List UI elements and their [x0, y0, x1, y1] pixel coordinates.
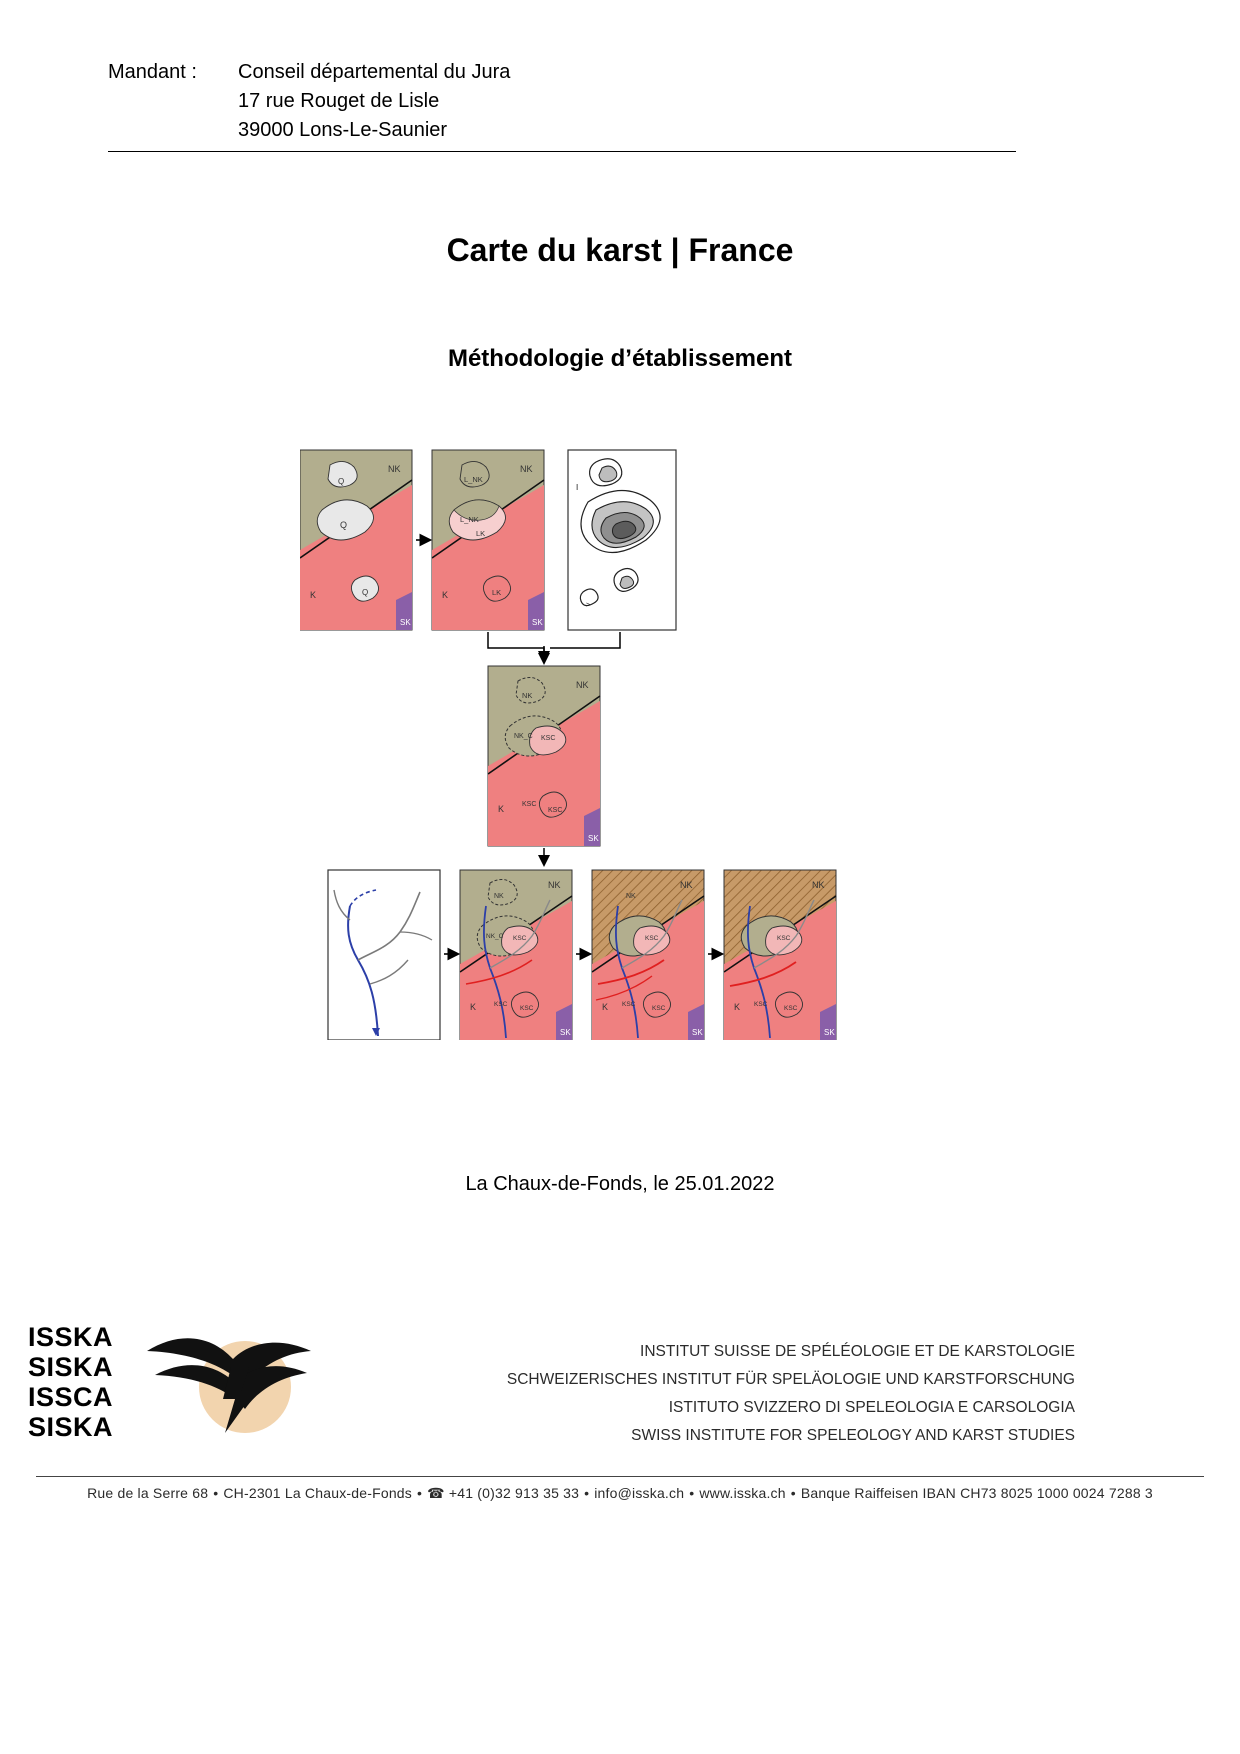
- svg-text:K: K: [498, 804, 505, 814]
- svg-text:NK: NK: [680, 880, 693, 890]
- logo-line: ISSCA: [28, 1382, 114, 1412]
- svg-text:KSC: KSC: [754, 1001, 768, 1008]
- svg-text:K: K: [734, 1002, 741, 1012]
- svg-text:NK: NK: [388, 464, 401, 474]
- mandant-header: [108, 58, 1132, 152]
- footer-address: Rue de la Serre 68: [87, 1485, 209, 1501]
- svg-text:NK: NK: [548, 880, 561, 890]
- figure-panel-4: [488, 666, 600, 846]
- institute-name-en: SWISS INSTITUTE FOR SPELEOLOGY AND KARST STUDIES: [631, 1427, 1075, 1444]
- figure-panel-7: [592, 870, 704, 1040]
- svg-text:KSC: KSC: [541, 735, 556, 742]
- page-subtitle: Méthodologie d’établissement: [447, 345, 793, 372]
- svg-text:NK: NK: [522, 691, 533, 700]
- svg-text:NK_C: NK_C: [486, 933, 504, 940]
- svg-text:Q: Q: [338, 477, 345, 486]
- footer-contact-line: [0, 1485, 1240, 1502]
- figure-panel-3: [568, 450, 676, 630]
- page-title: Carte du karst | France: [446, 232, 794, 268]
- svg-text:SK: SK: [824, 1028, 835, 1037]
- svg-text:NK: NK: [494, 893, 504, 900]
- svg-text:NK: NK: [520, 464, 533, 474]
- svg-text:NK: NK: [576, 680, 589, 690]
- svg-text:NK_C: NK_C: [514, 733, 533, 740]
- figure-arrow: [488, 632, 544, 660]
- svg-text:KSC: KSC: [522, 801, 537, 808]
- svg-text:K: K: [470, 1002, 477, 1012]
- footer-city: CH-2301 La Chaux-de-Fonds: [223, 1485, 412, 1501]
- mandant-label: Mandant :: [108, 61, 197, 83]
- figure-panel-8: [724, 870, 836, 1040]
- mandant-address-line: 17 rue Rouget de Lisle: [238, 90, 440, 112]
- place-and-date: La Chaux-de-Fonds, le 25.01.2022: [465, 1173, 775, 1195]
- svg-text:SK: SK: [692, 1028, 703, 1037]
- mandant-row: [108, 58, 1132, 145]
- svg-text:KSC: KSC: [513, 935, 527, 942]
- svg-text:L_NK: L_NK: [460, 515, 479, 524]
- svg-text:KSC: KSC: [645, 935, 659, 942]
- institute-names: [507, 1338, 1075, 1450]
- svg-text:Q: Q: [340, 520, 348, 530]
- svg-text:KSC: KSC: [652, 1005, 666, 1012]
- svg-text:K: K: [310, 590, 317, 600]
- mandant-address-line: 39000 Lons-Le-Saunier: [238, 119, 448, 141]
- logo-line: ISSKA: [28, 1322, 114, 1352]
- svg-text:KSC: KSC: [784, 1005, 798, 1012]
- footer-bullet: •: [417, 1485, 423, 1501]
- figure-panel-1: [300, 450, 412, 630]
- svg-text:L_NK: L_NK: [464, 475, 483, 484]
- footer-bullet: •: [790, 1485, 796, 1501]
- svg-text:LK: LK: [476, 529, 486, 538]
- footer-email[interactable]: info@isska.ch: [594, 1485, 685, 1501]
- svg-text:KSC: KSC: [777, 935, 791, 942]
- svg-text:KSC: KSC: [494, 1001, 508, 1008]
- svg-text:NK: NK: [812, 880, 825, 890]
- footer-bullet: •: [584, 1485, 590, 1501]
- figure-panel-6: [460, 870, 572, 1040]
- figure-arrow: [550, 632, 620, 648]
- footer-phone: ☎ +41 (0)32 913 35 33: [427, 1485, 580, 1501]
- svg-text:KSC: KSC: [520, 1005, 534, 1012]
- isska-logo-wordmark: [28, 1322, 113, 1442]
- logo-line: SISKA: [28, 1352, 114, 1382]
- svg-text:K: K: [442, 590, 449, 600]
- institute-name-it: ISTITUTO SVIZZERO DI SPELEOLOGIA E CARSOLOGIA: [668, 1399, 1075, 1416]
- svg-text:KSC: KSC: [548, 807, 563, 814]
- institute-name-de: SCHWEIZERISCHES INSTITUT FÜR SPELÄOLOGIE UND KARSTFORSCHUNG: [506, 1371, 1075, 1388]
- figure-panel-5: [328, 870, 440, 1040]
- methodology-figure: [300, 440, 940, 1040]
- svg-text:K: K: [602, 1002, 609, 1012]
- footer-website[interactable]: www.isska.ch: [699, 1485, 786, 1501]
- footer-bank: Banque Raiffeisen IBAN CH73 8025 1000 0024 7288 3: [800, 1485, 1153, 1501]
- svg-text:SK: SK: [560, 1028, 571, 1037]
- svg-text:I: I: [576, 483, 579, 492]
- svg-text:SK: SK: [400, 618, 411, 627]
- logo-line: SISKA: [28, 1412, 114, 1442]
- header-divider: [108, 151, 1016, 152]
- footer-bullet: •: [689, 1485, 695, 1501]
- svg-text:SK: SK: [532, 618, 543, 627]
- mandant-address: [238, 58, 1132, 145]
- footer-divider: [36, 1476, 1204, 1477]
- isska-logo-icon: [145, 1325, 320, 1445]
- figure-panel-2: [432, 450, 544, 630]
- svg-text:LK: LK: [492, 588, 502, 597]
- mandant-address-line: Conseil départemental du Jura: [238, 61, 511, 83]
- svg-text:NK: NK: [626, 893, 636, 900]
- svg-text:Q: Q: [362, 588, 369, 597]
- svg-text:SK: SK: [588, 834, 599, 843]
- svg-text:KSC: KSC: [622, 1001, 636, 1008]
- institute-name-fr: INSTITUT SUISSE DE SPÉLÉOLOGIE ET DE KARSTOLOGIE: [640, 1343, 1075, 1360]
- footer-bullet: •: [213, 1485, 219, 1501]
- svg-text:>: >: [586, 602, 591, 609]
